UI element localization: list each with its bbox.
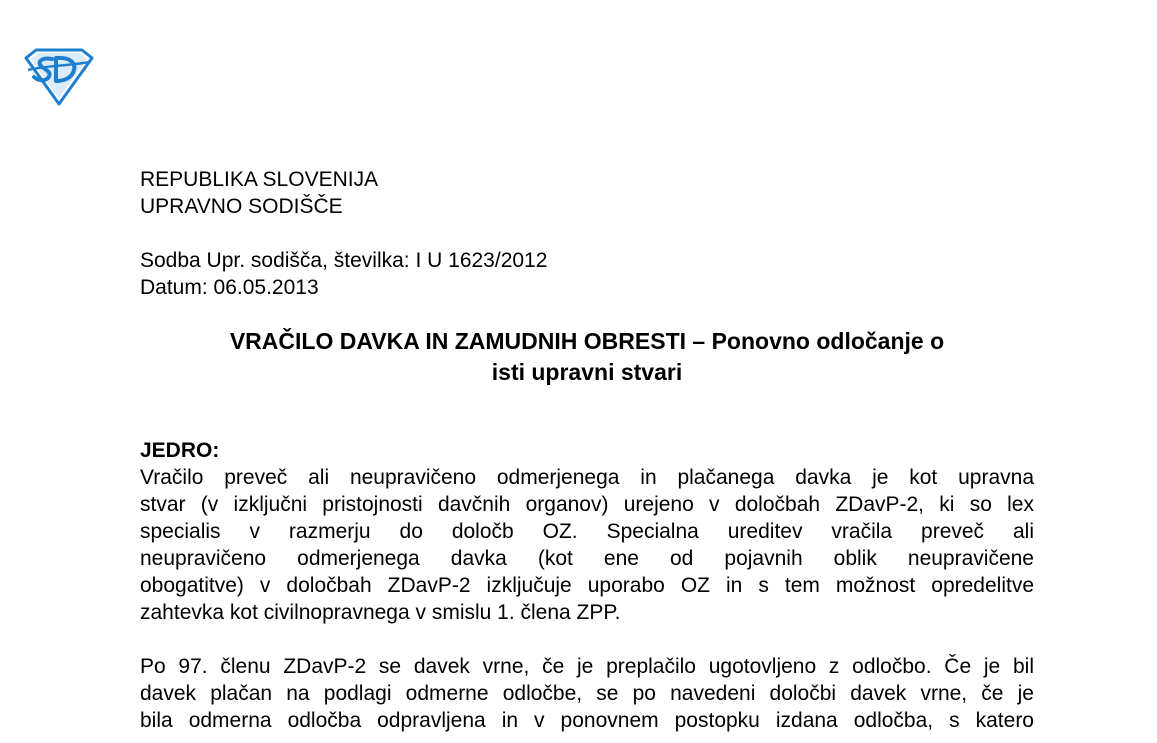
title-line-2: isti upravni stvari [491, 359, 683, 385]
paragraph-line: stvar (v izključni pristojnosti davčnih organov) urejeno v določbah ZDavP-2, ki so lex [140, 493, 1034, 516]
paragraph-line: bila odmerna odločba odpravljena in v ponovnem postopku izdana odločba, s katero [140, 709, 1034, 732]
spacer [140, 220, 1034, 247]
shield-logo-icon [22, 48, 96, 106]
judgment-date: Datum: 06.05.2013 [140, 276, 319, 299]
core-paragraph-2 [140, 653, 1034, 734]
paragraph-line: Po 97. členu ZDavP-2 se davek vrne, če je preplačilo ugotovljeno z odločbo. Če je bil [140, 655, 1034, 678]
paragraph-line: neupravičeno odmerjenega davka (kot ene od pojavnih oblik neupravičene [140, 547, 1034, 570]
court-logo [22, 48, 96, 106]
document-body [140, 166, 1034, 734]
paragraph-line: davek plačan na podlagi odmerne odločbe, se po navedeni določbi davek vrne, če je [140, 682, 1034, 705]
title-line-1: VRAČILO DAVKA IN ZAMUDNIH OBRESTI – Ponovno odločanje o [229, 328, 945, 354]
judgment-number: Sodba Upr. sodišča, številka: I U 1623/2012 [140, 249, 548, 272]
document-title [140, 326, 1034, 388]
core-heading: JEDRO: [140, 439, 220, 462]
paragraph-line: zahtevka kot civilnopravnega v smislu 1. člena ZPP. [140, 601, 621, 624]
paragraph-line: specialis v razmerju do določb OZ. Specialna ureditev vračila preveč ali [140, 520, 1034, 543]
header-country: REPUBLIKA SLOVENIJA [140, 168, 379, 191]
header-court: UPRAVNO SODIŠČE [140, 195, 343, 218]
paragraph-line: Vračilo preveč ali neupravičeno odmerjenega in plačanega davka je kot upravna [140, 466, 1034, 489]
core-paragraph-1 [140, 464, 1034, 626]
paragraph-line: obogatitve) v določbah ZDavP-2 izključuje uporabo OZ in s tem možnost opredelitve [140, 574, 1034, 597]
